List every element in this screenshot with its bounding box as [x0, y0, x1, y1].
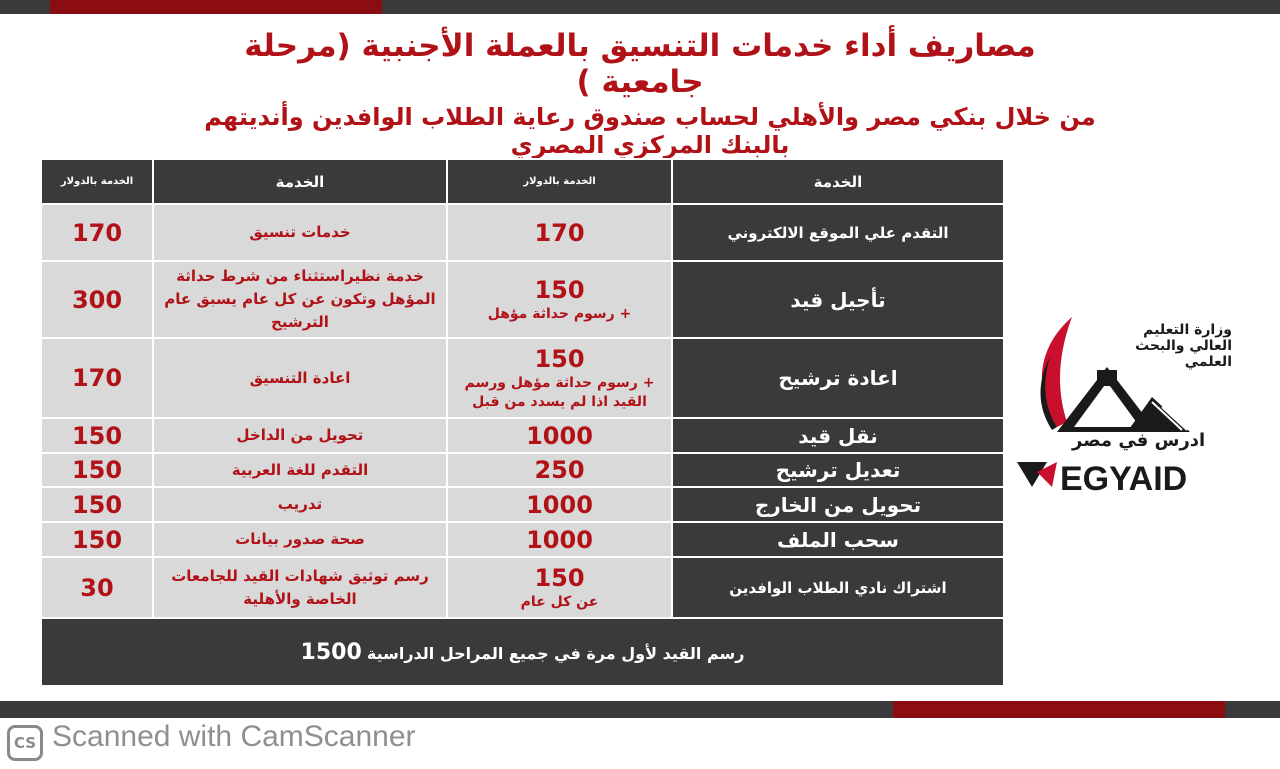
fees-table: [40, 158, 1005, 687]
right-service-cell: اشتراك نادي الطلاب الوافدين: [672, 557, 1004, 618]
header-left-service: الخدمة: [153, 159, 447, 204]
table-footer-row: [41, 618, 1004, 686]
left-service-cell: رسم توثيق شهادات القيد للجامعات الخاصة والأهلية: [153, 557, 447, 618]
right-value-cell: [447, 418, 672, 453]
left-service-cell: تدريب: [153, 487, 447, 522]
left-price-cell: 150: [41, 453, 153, 487]
table-row: [41, 557, 1004, 618]
table-header-row: [41, 159, 1004, 204]
left-price-cell: 150: [41, 418, 153, 453]
right-value: 250: [534, 456, 585, 484]
table-row: [41, 261, 1004, 338]
left-service-cell: خدمة نظيراستثناء من شرط حداثة المؤهل وتكون عن كل عام يسبق عام الترشيح: [153, 261, 447, 338]
right-service-cell: سحب الملف: [672, 522, 1004, 557]
right-value-note: عن كل عام: [520, 594, 599, 610]
table-row: [41, 418, 1004, 453]
logo-slogan: ادرس في مصر: [1072, 430, 1206, 451]
table-row: [41, 522, 1004, 557]
left-price-cell: 150: [41, 522, 153, 557]
left-service-cell: صحة صدور بيانات: [153, 522, 447, 557]
bottom-bar: [0, 701, 1280, 718]
table-row: [41, 487, 1004, 522]
table-row: [41, 453, 1004, 487]
header-right-service: الخدمة: [672, 159, 1004, 204]
right-value: 1000: [526, 490, 593, 519]
logo-brand: EGYAID: [1060, 460, 1188, 498]
right-service-cell: نقل قيد: [672, 418, 1004, 453]
left-service-cell: تحويل من الداخل: [153, 418, 447, 453]
ministry-text: وزارة التعليم العالي والبحث العلمي: [1135, 322, 1232, 370]
right-value: 1000: [526, 421, 593, 450]
left-price-cell: 30: [41, 557, 153, 618]
right-value: 150: [534, 345, 585, 373]
page-title: مصاريف أداء خدمات التنسيق بالعملة الأجنبية (مرحلة جامعية ): [244, 28, 1036, 100]
right-value: 170: [534, 218, 585, 247]
header-left-price: الخدمة بالدولار: [41, 159, 153, 204]
left-price-cell: 300: [41, 261, 153, 338]
right-service-cell: اعادة ترشيح: [672, 338, 1004, 418]
right-value-cell: [447, 338, 672, 418]
right-value-cell: [447, 261, 672, 338]
right-value-cell: [447, 522, 672, 557]
right-service-cell: تأجيل قيد: [672, 261, 1004, 338]
page-subtitle: من خلال بنكي مصر والأهلي لحساب صندوق رعاية الطلاب الوافدين وأنديتهم بالبنك المركزي المصري: [204, 103, 1096, 159]
right-value-note: + رسوم حداثة مؤهل: [487, 306, 632, 322]
egyaid-logo: [1012, 312, 1232, 502]
left-service-cell: التقدم للغة العربية: [153, 453, 447, 487]
top-bar: [0, 0, 1280, 14]
right-value: 150: [534, 564, 585, 592]
footer-value: 1500: [300, 639, 362, 665]
table-row: [41, 338, 1004, 418]
left-service-cell: خدمات تنسيق: [153, 204, 447, 261]
camscanner-icon: CS: [7, 725, 43, 761]
footer-cell: [41, 618, 1004, 686]
table-row: [41, 204, 1004, 261]
left-price-cell: 150: [41, 487, 153, 522]
right-value-cell: [447, 204, 672, 261]
bottom-bar-accent: [893, 701, 1225, 718]
header-right-price: الخدمة بالدولار: [447, 159, 672, 204]
right-value-cell: [447, 557, 672, 618]
left-service-cell: اعادة التنسيق: [153, 338, 447, 418]
left-price-cell: 170: [41, 204, 153, 261]
right-service-cell: تعديل ترشيح: [672, 453, 1004, 487]
footer-text: رسم القيد لأول مرة في جميع المراحل الدراسية: [366, 643, 745, 663]
right-value-cell: [447, 487, 672, 522]
right-service-cell: تحويل من الخارج: [672, 487, 1004, 522]
top-bar-accent: [50, 0, 382, 14]
right-value: 150: [534, 276, 585, 304]
right-service-cell: التقدم علي الموقع الالكتروني: [672, 204, 1004, 261]
right-value: 1000: [526, 525, 593, 554]
left-price-cell: 170: [41, 338, 153, 418]
right-value-cell: [447, 453, 672, 487]
scanner-label: Scanned with CamScanner: [52, 720, 416, 753]
right-value-note: + رسوم حداثة مؤهل ورسم القيد اذا لم يسدد من قبل: [464, 375, 655, 410]
